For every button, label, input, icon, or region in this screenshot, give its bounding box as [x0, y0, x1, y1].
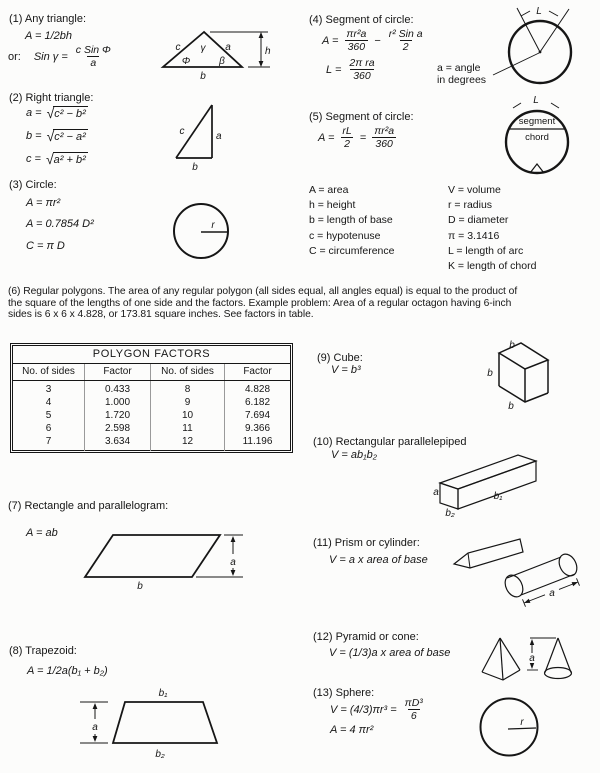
note-line: in degrees — [437, 74, 487, 86]
note-line: a = angle — [437, 62, 481, 74]
label-c: c — [175, 42, 181, 53]
definition: L = length of arc — [448, 244, 524, 257]
lhs: A = — [322, 34, 339, 47]
pyramid-cone-diagram — [475, 628, 587, 686]
section-3-heading: (3) Circle: — [9, 179, 57, 191]
section-8-heading: (8) Trapezoid: — [9, 645, 77, 657]
table-cell: 1.720 — [85, 409, 151, 422]
circle-area-formula: A = πr² — [26, 197, 61, 209]
table-cell: 8 — [151, 381, 225, 397]
section-4-heading: (4) Segment of circle: — [309, 14, 414, 26]
trapezoid-area-formula: A = 1/2a(b₁ + b₂) — [27, 665, 108, 677]
definition: c = hypotenuse — [309, 229, 381, 242]
lhs: L = — [326, 63, 342, 76]
numerator: rL — [342, 125, 352, 137]
definitions-left — [309, 183, 395, 259]
definition: A = area — [309, 184, 349, 196]
section-2-heading: (2) Right triangle: — [9, 92, 94, 104]
segment-area-formula — [318, 125, 397, 150]
right-triangle-formula-b — [26, 129, 88, 144]
sector-line — [540, 9, 569, 52]
label-b-left: b — [487, 368, 493, 379]
table-row — [13, 381, 291, 397]
parallelepiped-diagram — [432, 443, 544, 517]
label-r: r — [520, 717, 524, 728]
denominator: 6 — [408, 709, 420, 722]
label-b2: b₂ — [445, 508, 455, 519]
any-triangle-diagram — [148, 22, 278, 80]
denominator: 360 — [345, 40, 369, 53]
polygon-factors-table — [10, 343, 293, 453]
prism-cylinder-diagram — [448, 533, 590, 609]
circumference-formula: C = π D — [26, 240, 65, 252]
paragraph-line: the square of the lengths of one side and the factors. Example problem: Area of a regular octagon having 6-inch — [8, 297, 512, 309]
definition: b = length of base — [309, 214, 393, 227]
label-b-bottom: b — [508, 401, 514, 412]
box-top-face — [440, 455, 536, 489]
denominator: 360 — [350, 69, 374, 82]
arc-length-formula — [326, 57, 378, 82]
cone-base — [545, 668, 572, 679]
sine-denominator: a — [87, 56, 99, 69]
prism-shape — [454, 539, 523, 568]
table-cell: 6.182 — [225, 396, 291, 409]
section-10-heading: (10) Rectangular parallelepiped — [313, 436, 467, 448]
label-r: r — [211, 220, 215, 231]
table-cell: 2.598 — [85, 422, 151, 435]
lhs: V = (4/3)πr³ = — [330, 703, 397, 716]
denominator: 2 — [341, 137, 353, 150]
table-cell: 12 — [151, 435, 225, 451]
column-header: No. of sides — [151, 364, 225, 381]
definition: C = circumference — [309, 244, 395, 257]
section-9-heading: (9) Cube: — [317, 352, 363, 364]
definition: π = 3.1416 — [448, 229, 500, 242]
label-b1: b₁ — [493, 491, 503, 502]
sector-circle-diagram — [493, 2, 600, 98]
definition: h = height — [309, 199, 356, 212]
parallelogram-shape — [85, 535, 220, 577]
definition: V = volume — [448, 184, 501, 196]
table-cell: 7.694 — [225, 409, 291, 422]
cube-diagram — [485, 340, 555, 410]
label-chord: chord — [525, 132, 549, 143]
label-a: a — [433, 487, 439, 498]
parallelogram-diagram — [80, 526, 255, 592]
angle-note — [437, 62, 486, 86]
trapezoid-diagram — [75, 686, 240, 766]
table-row — [13, 409, 291, 422]
pyramid-volume-formula: V = (1/3)a x area of base — [329, 647, 451, 659]
paragraph-line: sides is 6 x 6 x 4.828, or 173.81 square inches. See factors in table. — [8, 309, 314, 321]
label-L: L — [533, 95, 539, 106]
numerator: 2π ra — [349, 57, 375, 69]
label-phi: Φ — [181, 56, 191, 67]
segment-circle-diagram — [500, 93, 580, 179]
parallelepiped-volume-formula: V = ab₁b₂ — [331, 449, 377, 461]
definitions-right — [448, 183, 536, 274]
table-cell: 1.000 — [85, 396, 151, 409]
sphere-area-formula: A = 4 πr² — [330, 724, 374, 736]
section-5-heading: (5) Segment of circle: — [309, 111, 414, 123]
column-header: Factor — [85, 364, 151, 381]
section-11-heading: (11) Prism or cylinder: — [313, 537, 420, 549]
rectangle-area-formula: A = ab — [26, 527, 58, 539]
sphere-volume-formula — [330, 697, 426, 722]
sector-area-formula — [322, 28, 426, 53]
fraction — [386, 28, 426, 53]
label-b: b — [192, 162, 198, 173]
label-c: c — [179, 126, 185, 137]
section-7-heading: (7) Rectangle and parallelogram: — [8, 500, 169, 512]
table-cell: 6 — [45, 423, 52, 434]
sphere-diagram — [478, 695, 542, 759]
label-b: b — [137, 581, 143, 592]
table-cell: 10 — [151, 409, 225, 422]
lhs: b = — [26, 130, 42, 143]
label-b: b — [200, 71, 206, 82]
fraction — [402, 697, 426, 722]
table-cell: 7 — [45, 436, 52, 447]
section-1-heading: (1) Any triangle: — [9, 13, 87, 25]
sine-fraction — [73, 44, 114, 69]
cylinder-far-cap — [556, 551, 581, 579]
paragraph-line: (6) Regular polygons. The area of any regular polygon (all sides equal, all angles equal) is equal to the product of — [8, 286, 518, 297]
definition: D = diameter — [448, 214, 509, 227]
section-12-heading: (12) Pyramid or cone: — [313, 631, 419, 643]
label-L: L — [536, 6, 542, 17]
lhs: a = — [26, 107, 42, 120]
trapezoid-shape — [113, 702, 217, 743]
equals-sign: = — [359, 131, 367, 144]
label-b2: b₂ — [155, 749, 165, 760]
right-triangle-formula-a — [26, 106, 88, 121]
table-cell: 5 — [45, 410, 52, 421]
table-cell: 9.366 — [225, 422, 291, 435]
label-a: a — [549, 588, 555, 599]
label-a: a — [225, 42, 231, 53]
section-13-heading: (13) Sphere: — [313, 687, 375, 699]
pyramid-base — [482, 670, 520, 680]
numerator: πr²a — [346, 28, 367, 40]
radicand: c² − b² — [54, 108, 86, 120]
table-cell: 9 — [151, 396, 225, 409]
numerator: πD³ — [404, 697, 423, 709]
radical: √ a² + b² — [45, 151, 86, 167]
lhs: c = — [26, 153, 41, 166]
denominator: 2 — [400, 40, 412, 53]
label-segment: segment — [518, 116, 556, 127]
denominator: 360 — [372, 137, 396, 150]
radical: √ c² − b² — [46, 105, 86, 121]
table-cell: 0.433 — [85, 381, 151, 397]
triangle-area-formula: A = 1/2bh — [25, 30, 72, 42]
table-row — [13, 422, 291, 435]
column-header: Factor — [225, 364, 291, 381]
fraction — [339, 125, 354, 150]
table-row — [13, 435, 291, 451]
circle-diagram — [170, 200, 232, 262]
table-cell: 3 — [45, 384, 52, 395]
column-header: No. of sides — [13, 364, 85, 381]
radical: √ c² − a² — [46, 128, 86, 144]
cube-volume-formula: V = b³ — [331, 364, 361, 376]
circle-area-formula-2: A = 0.7854 D² — [26, 218, 94, 230]
sine-lhs: Sin γ = — [33, 50, 68, 63]
radicand: a² + b² — [53, 154, 86, 166]
regular-polygons-paragraph — [8, 286, 517, 321]
numerator: r² Sin a — [388, 28, 423, 40]
numerator: πr²a — [374, 125, 395, 137]
sine-rule-formula — [8, 44, 114, 69]
fraction — [346, 57, 377, 82]
cube-top-face — [499, 343, 548, 369]
sine-numerator: c Sin Φ — [75, 44, 111, 56]
table-row — [13, 396, 291, 409]
minus-sign: − — [374, 34, 381, 47]
or-label: or: — [8, 50, 21, 63]
radicand: c² − a² — [54, 131, 86, 143]
definition: K = length of chord — [448, 260, 537, 273]
table-cell: 11.196 — [225, 435, 291, 451]
label-gamma: γ — [200, 43, 206, 54]
right-triangle-diagram — [168, 100, 228, 172]
definition: r = radius — [448, 199, 493, 212]
label-a: a — [92, 722, 98, 733]
label-a: a — [216, 131, 222, 142]
table-cell: 3.634 — [85, 435, 151, 451]
box-end-face — [440, 483, 458, 509]
label-b-top: b — [509, 340, 515, 351]
table-title: POLYGON FACTORS — [13, 346, 291, 364]
radius-line — [508, 728, 536, 729]
lhs: A = — [318, 131, 335, 144]
label-a: a — [529, 653, 535, 664]
fraction — [371, 125, 397, 150]
right-triangle-formula-c — [26, 152, 88, 167]
label-b1: b₁ — [158, 688, 168, 699]
label-a: a — [230, 557, 236, 568]
label-beta: β — [219, 56, 225, 67]
table-cell: 11 — [151, 422, 225, 435]
label-h: h — [265, 46, 271, 57]
table-cell: 4 — [45, 397, 52, 408]
cylinder-end-cap — [502, 572, 527, 600]
prism-volume-formula: V = a x area of base — [329, 554, 428, 566]
table-cell: 4.828 — [225, 381, 291, 397]
fraction — [343, 28, 369, 53]
